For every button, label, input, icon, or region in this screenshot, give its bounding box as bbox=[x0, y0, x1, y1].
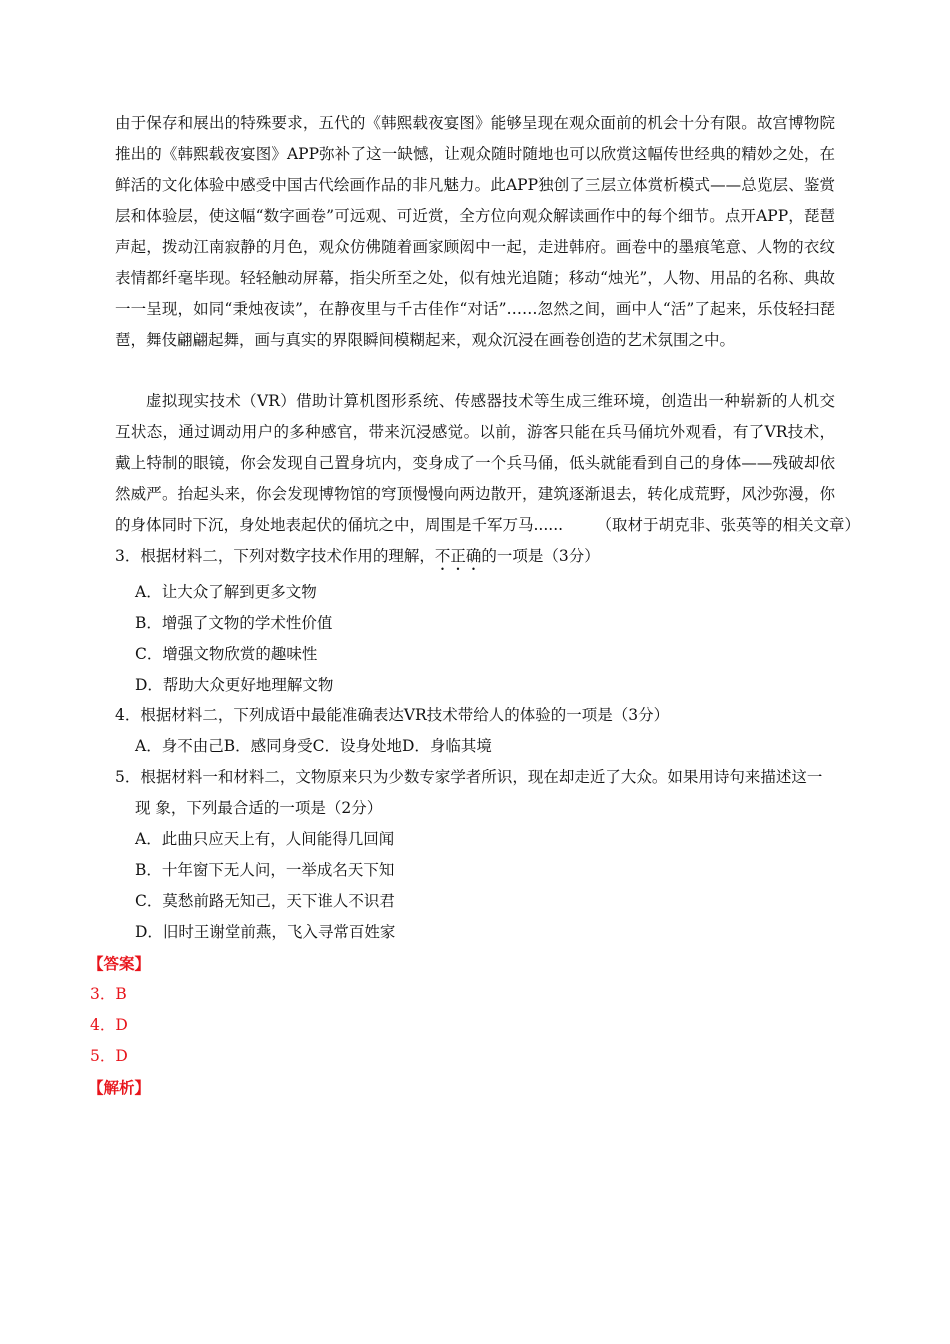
answer-heading: 【答案】 bbox=[88, 954, 151, 973]
question-5-option-b: B．十年窗下无人问，一举成名天下知 bbox=[135, 861, 395, 879]
question-3-option-d: D．帮助大众更好地理解文物 bbox=[135, 676, 334, 694]
analysis-heading: 【解析】 bbox=[88, 1078, 151, 1097]
question-3-option-a: A．让大众了解到更多文物 bbox=[135, 583, 317, 601]
passage-paragraph-1: 由于保存和展出的特殊要求，五代的《韩熙载夜宴图》能够呈现在观众面前的机会十分有限。故宫博物院推出的《韩熙载夜宴图》APP弥补了这一缺憾，让观众随时随地也可以欣赏这幅传世经典的精妙之处，在鲜活的文化体验中感受中国古代绘画作品的非凡魅力。此APP独创了三层立体赏析模式——总览层、鉴赏层和体验层，使这幅“数字画卷”可远观、可近赏，全方位向观众解读画作中的每个细节。点开APP，琵琶声起，拨动江南寂静的月色，观众仿佛随着画家顾闳中一起，走进韩府。画卷中的墨痕笔意、人物的衣纹表情都纤毫毕现。轻轻触动屏幕，指尖所至之处，似有烛光追随；移动“烛光”，人物、用品的名称、典故一一呈现，如同“秉烛夜读”，在静夜里与千古佳作“对话”……忽然之间，画中人“活”了起来，乐伎轻扫琵琶，舞伎翩翩起舞，画与真实的界限瞬间模糊起来，观众沉浸在画卷创造的艺术氛围之中。 bbox=[115, 114, 835, 349]
question-5-option-a: A．此曲只应天上有，人间能得几回闻 bbox=[135, 830, 395, 848]
passage-paragraph-2: 虚拟现实技术（VR）借助计算机图形系统、传感器技术等生成三维环境，创造出一种崭新的人机交互状态，通过调动用户的多种感官，带来沉浸感觉。以前，游客只能在兵马俑坑外观看，有了VR技术，戴上特制的眼镜，你会发现自己置身坑内，变身成了一个兵马俑，低头就能看到自己的身体——残破却依然威严。抬起头来，你会发现博物馆的穹顶慢慢向两边散开，建筑逐渐退去，转化成荒野，风沙弥漫，你的身体同时下沉，身处地表起伏的俑坑之中，周围是千军万马...... bbox=[115, 392, 835, 534]
answer-item-4: 4．D bbox=[90, 1016, 128, 1034]
question-5-stem bbox=[115, 762, 875, 824]
answer-item-3: 3．B bbox=[90, 985, 127, 1003]
question-5-option-c: C．莫愁前路无知己，天下谁人不识君 bbox=[135, 892, 395, 910]
answer-item-5: 5．D bbox=[90, 1047, 128, 1065]
question-3-option-c: C．增强文物欣赏的趣味性 bbox=[135, 645, 318, 663]
question-4-stem: 4．根据材料二，下列成语中最能准确表达VR技术带给人的体验的一项是（3分） bbox=[115, 706, 670, 724]
question-3-stem bbox=[115, 541, 600, 574]
question-3-emphasis: 不正确 bbox=[434, 547, 482, 565]
question-3-prefix: 3．根据材料二，下列对数字技术作用的理解， bbox=[115, 547, 435, 565]
passage-source: （取材于胡克非、张英等的相关文章） bbox=[596, 516, 860, 534]
question-4-options: A．身不由己B．感同身受C．设身处地D．身临其境 bbox=[135, 737, 492, 755]
question-5-stem-line-1: 5．根据材料一和材料二，文物原来只为少数专家学者所识，现在却走近了大众。如果用诗句来描述这一 bbox=[115, 768, 823, 786]
question-5-stem-line-2: 现 象，下列最合适的一项是（2分） bbox=[135, 799, 383, 817]
question-3-option-b: B．增强了文物的学术性价值 bbox=[135, 614, 333, 632]
question-3-suffix: 的一项是（3分） bbox=[481, 547, 600, 565]
question-5-option-d: D．旧时王谢堂前燕，飞入寻常百姓家 bbox=[135, 923, 396, 941]
